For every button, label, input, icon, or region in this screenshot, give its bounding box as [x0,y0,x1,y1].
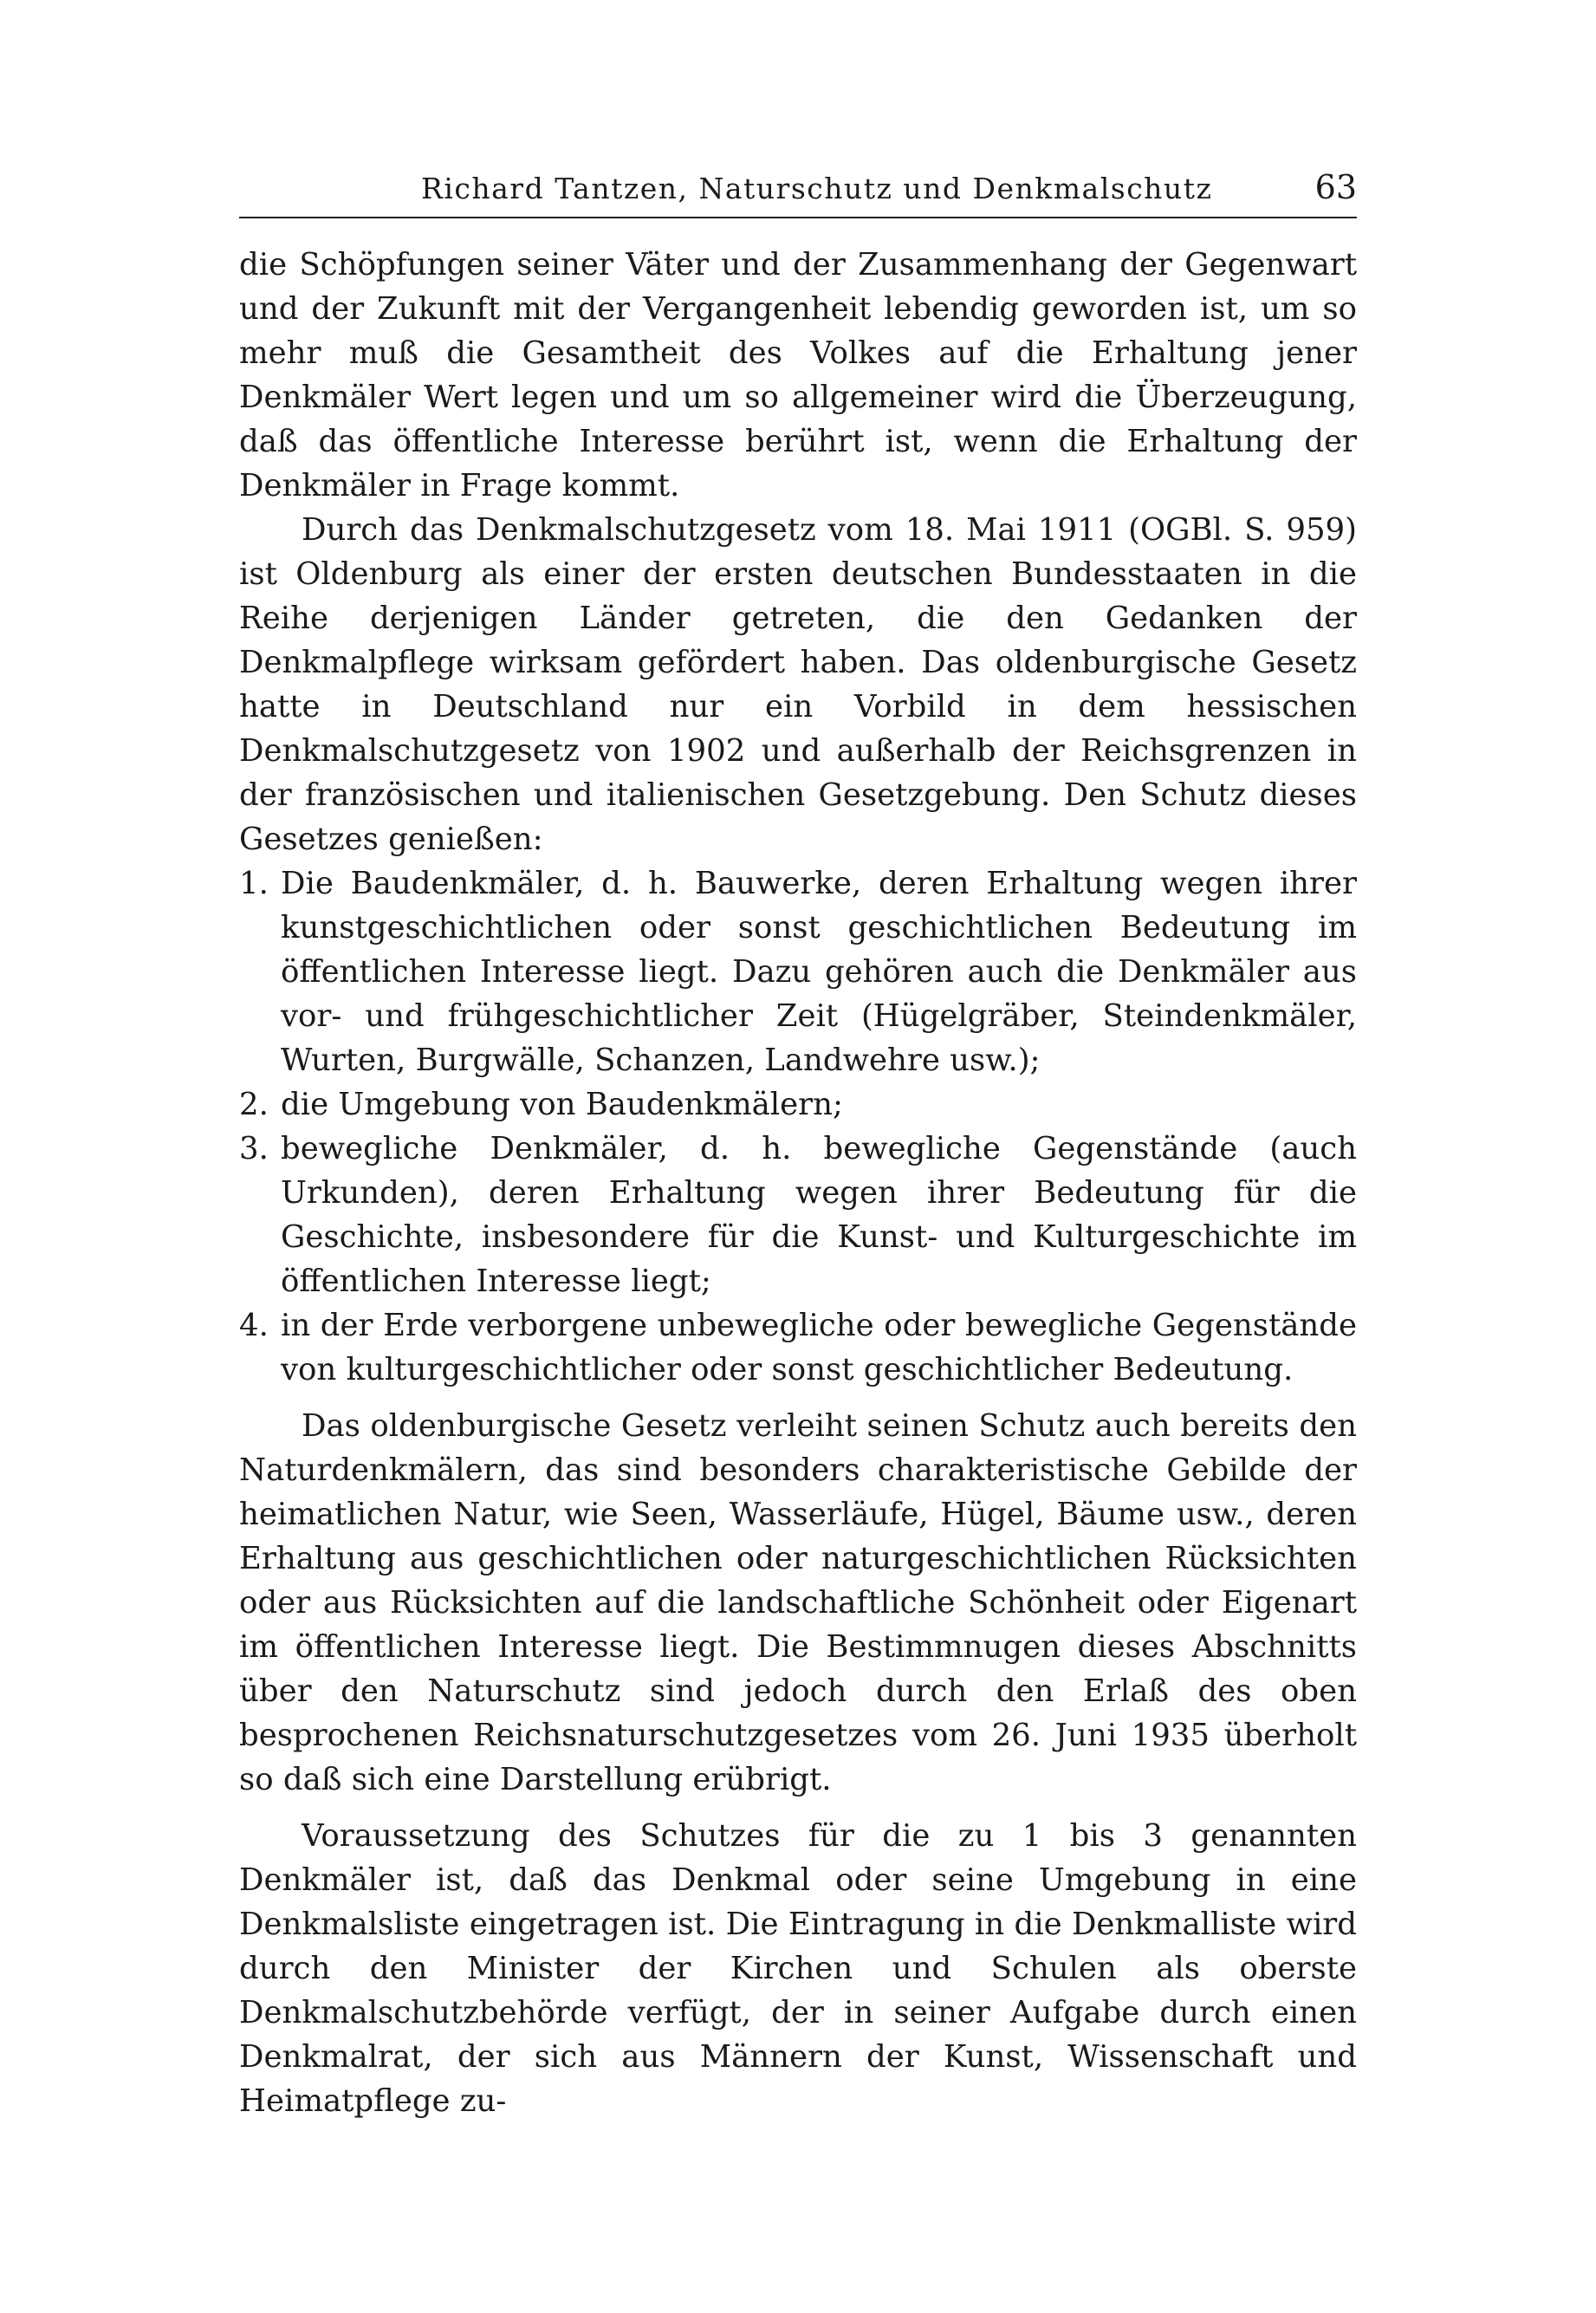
running-header [239,165,1357,218]
list-item-text: die Umgebung von Baudenkmälern; [281,1087,843,1122]
list-item-number: 4. [239,1308,269,1343]
book-page [239,165,1357,2123]
list-item-number: 2. [239,1087,269,1122]
page-number: 63 [1314,168,1357,206]
list-item-text: Die Baudenkmäler, d. h. Bauwerke, deren Erhaltung wegen ihrer kunstgeschichtlichen oder sonst geschichtlichen Bedeutung im öffentlichen Interesse liegt. Dazu gehören auch die Denkmäler aus vor- und frühgeschichtlicher Zeit (Hügelgräber, Steindenkmäler, Wurten, Burgwälle, Schanzen, Landwehre usw.); [281,866,1357,1078]
body-text [239,243,1357,2123]
list-item-number: 1. [239,866,269,901]
list-item-number: 3. [239,1131,269,1166]
running-title: Richard Tantzen, Naturschutz und Denkmalschutz [421,172,1213,205]
list-item [239,861,1357,1082]
list-item [239,1082,1357,1127]
paragraph-3: Das oldenburgische Gesetz verleiht seinen Schutz auch bereits den Naturdenkmälern, das sind besonders charakteristische Gebilde der heimatlichen Natur, wie Seen, Wasserläufe, Hügel, Bäume usw., deren Erhaltung aus geschichtlichen oder naturgeschichtlichen Rücksichten oder aus Rücksichten auf die landschaftliche Schönheit oder Eigenart im öffentlichen Interesse liegt. Die Bestimmnugen dieses Abschnitts über den Naturschutz sind jedoch durch den Erlaß des oben besprochenen Reichsnaturschutzgesetzes vom 26. Juni 1935 überholt so daß sich eine Darstellung erübrigt. [239,1408,1357,1797]
list-item-text: bewegliche Denkmäler, d. h. bewegliche Gegenstände (auch Urkunden), deren Erhaltung wegen ihrer Bedeutung für die Geschichte, insbesondere für die Kunst- und Kulturgeschichte im öffentlichen Interesse liegt; [281,1131,1357,1299]
paragraph-2: Durch das Denkmalschutzgesetz vom 18. Mai 1911 (OGBl. S. 959) ist Oldenburg als einer der ersten deutschen Bundesstaaten in die Reihe derjenigen Länder getreten, die den Gedanken der Denkmalpflege wirksam gefördert haben. Das oldenburgische Gesetz hatte in Deutschland nur ein Vorbild in dem hessischen Denkmalschutzgesetz von 1902 und außerhalb der Reichsgrenzen in der französischen und italienischen Gesetzgebung. Den Schutz dieses Gesetzes genießen: [239,512,1357,857]
list-item-text: in der Erde verborgene unbewegliche oder bewegliche Gegenstände von kulturgeschichtlicher oder sonst geschichtlicher Bedeutung. [281,1308,1357,1387]
paragraph-1: die Schöpfungen seiner Väter und der Zusammenhang der Gegenwart und der Zukunft mit der Vergangenheit lebendig geworden ist, um so mehr muß die Gesamtheit des Volkes auf die Erhaltung jener Denkmäler Wert legen und um so allgemeiner wird die Überzeugung, daß das öffentliche Interesse berührt ist, wenn die Erhaltung der Denkmäler in Frage kommt. [239,247,1357,504]
list-item [239,1127,1357,1303]
protected-items-list [239,861,1357,1392]
paragraph-4: Voraussetzung des Schutzes für die zu 1 bis 3 genannten Denkmäler ist, daß das Denkmal oder seine Umgebung in eine Denkmalsliste eingetragen ist. Die Eintragung in die Denkmalliste wird durch den Minister der Kirchen und Schulen als oberste Denkmalschutzbehörde verfügt, der in seiner Aufgabe durch einen Denkmalrat, der sich aus Männern der Kunst, Wissenschaft und Heimatpflege zu- [239,1818,1357,2119]
list-item [239,1303,1357,1392]
